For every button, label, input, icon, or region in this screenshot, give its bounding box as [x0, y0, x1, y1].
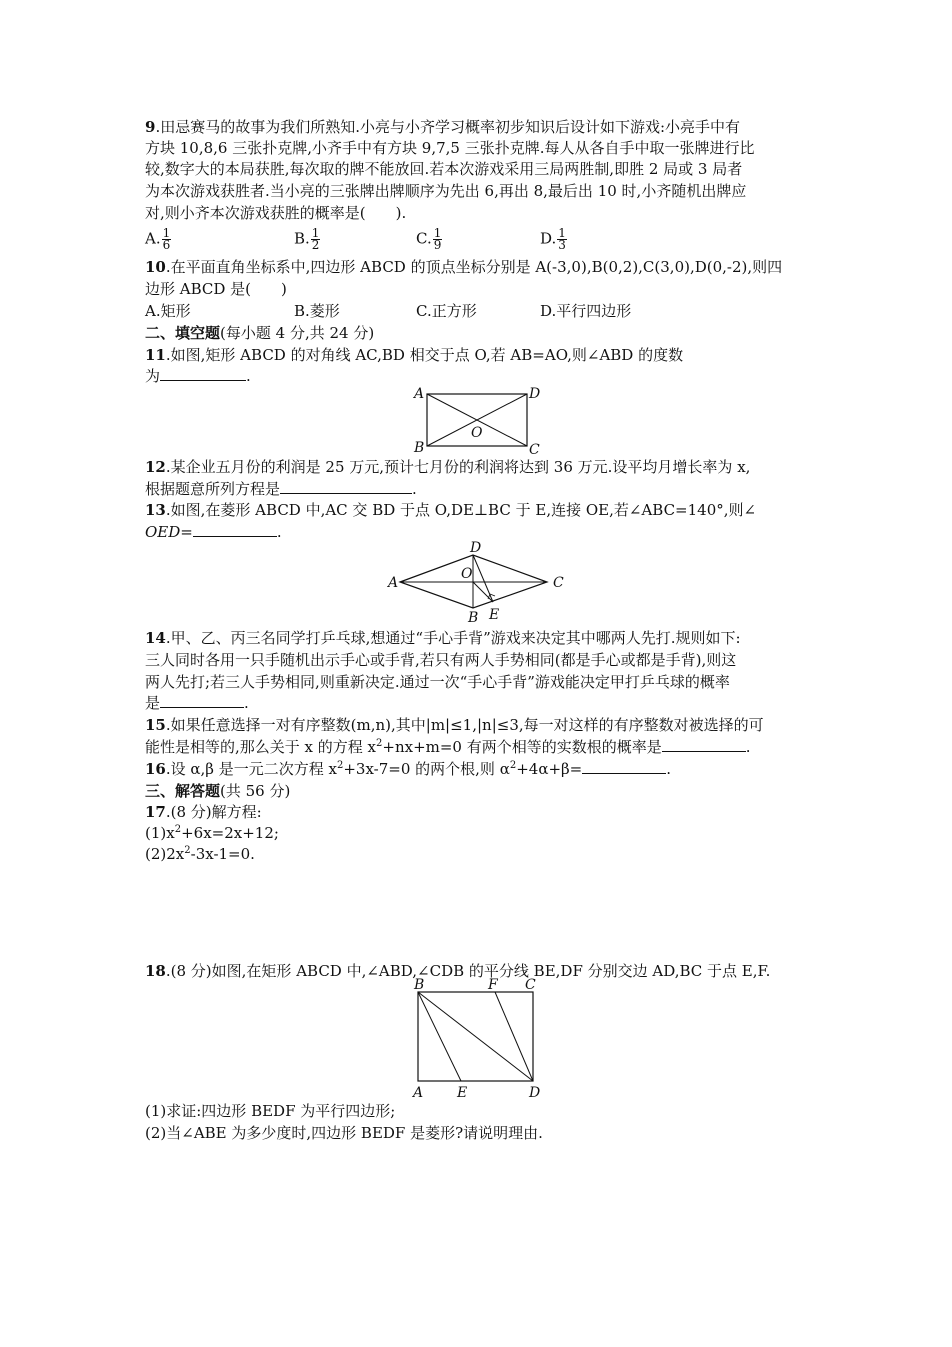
- q9-line-2: 方块 10,8,6 三张扑克牌,小齐手中有方块 9,7,5 三张扑克牌.每人从各自手中取一张牌进行比: [145, 139, 755, 157]
- q13-label-d: D: [470, 540, 482, 556]
- q15-number: 15: [145, 716, 166, 734]
- q11-answer-blank: [160, 366, 246, 381]
- q12-line-1: 12.某企业五月份的利润是 25 万元,预计七月份的利润将达到 36 万元.设平均月增长率为 x,: [145, 458, 751, 476]
- q10-number: 10: [145, 258, 166, 276]
- q13-line-1: 13.如图,在菱形 ABCD 中,AC 交 BD 于点 O,DE⊥BC 于 E,连接 OE,若∠ABC=140°,则∠: [145, 501, 757, 519]
- q16-number: 16: [145, 760, 166, 778]
- q11-label-b: B: [414, 440, 425, 456]
- q9-option-d: D. $\frac{1}{3}$: [540, 226, 566, 252]
- q14-answer-blank: [160, 693, 244, 708]
- q14-line-3: 两人先打;若三人手势相同,则重新决定.通过一次“手心手背”游戏能决定甲打乒乓球的概率: [145, 673, 730, 691]
- q11-label-a: A: [414, 386, 425, 402]
- section-3-heading: 三、解答题(共 56 分): [145, 782, 291, 800]
- q9-option-c: C. $\frac{1}{9}$: [416, 226, 442, 252]
- q13-label-c: C: [553, 575, 564, 591]
- q10-option-b: B.菱形: [294, 302, 340, 320]
- q9-line-4: 为本次游戏获胜者.当小亮的三张牌出牌顺序为先出 6,再出 8,最后出 10 时,小齐随机出牌应: [145, 182, 747, 200]
- q18-label-d: D: [529, 1085, 541, 1101]
- q9-option-b: B. $\frac{1}{2}$: [294, 226, 320, 252]
- q14-line-2: 三人同时各用一只手随机出示手心或手背,若只有两人手势相同(都是手心或都是手背),则这: [145, 651, 737, 669]
- q14-number: 14: [145, 629, 166, 647]
- q10-option-c: C.正方形: [416, 302, 477, 320]
- q15-line-2: 能性是相等的,那么关于 x 的方程 $x^2+nx+m=0$ 有两个相等的实数根的概率是 .: [145, 738, 751, 756]
- q18-rectangle-figure: [405, 975, 555, 1100]
- q13-label-a: A: [388, 575, 399, 591]
- q13-label-e: E: [489, 607, 500, 623]
- q9-number: 9: [145, 118, 156, 136]
- q11-line-2: 为 .: [145, 367, 251, 385]
- q12-number: 12: [145, 458, 166, 476]
- q13-rhombus-figure: [385, 540, 575, 626]
- q9-line-3: 较,数字大的本局获胜,每次取的牌不能放回.若本次游戏采用三局两胜制,即胜 2 局或 3 局者: [145, 160, 743, 178]
- q12-answer-blank: [280, 479, 412, 494]
- q13-label-o: O: [461, 566, 473, 582]
- q10-line-1: 10.在平面直角坐标系中,四边形 ABCD 的顶点坐标分别是 A(-3,0),B(0,2),C(3,0),D(0,-2),则四: [145, 258, 783, 276]
- q13-label-b: B: [468, 610, 479, 626]
- q14-line-4: 是 .: [145, 694, 249, 712]
- q11-label-d: D: [529, 386, 541, 402]
- q12-line-2: 根据题意所列方程是 .: [145, 480, 417, 498]
- q18-part-2: (2)当∠ABE 为多少度时,四边形 BEDF 是菱形?请说明理由.: [145, 1124, 543, 1142]
- q10-line-2: 边形 ABCD 是( ): [145, 280, 287, 298]
- q18-part-1: (1)求证:四边形 BEDF 为平行四边形;: [145, 1102, 396, 1120]
- q10-option-d: D.平行四边形: [540, 302, 632, 320]
- q18-label-e: E: [457, 1085, 468, 1101]
- q11-number: 11: [145, 346, 166, 364]
- q9-line-5: 对,则小齐本次游戏获胜的概率是( ).: [145, 204, 407, 222]
- q15-answer-blank: [662, 737, 746, 752]
- q16-answer-blank: [582, 759, 666, 774]
- q13-answer-blank: [193, 522, 277, 537]
- q18-label-f: F: [488, 977, 498, 993]
- q17-part-2: $(2)2x^2-3x-1=0$.: [145, 845, 255, 863]
- q13-number: 13: [145, 501, 166, 519]
- q10-option-a: A.矩形: [145, 302, 191, 320]
- q16-line: 16.设 α,β 是一元二次方程 $x^2+3x-7=0$ 的两个根,则 $\alpha^2+4\alpha+\beta=$ .: [145, 760, 672, 778]
- q14-line-1: 14.甲、乙、丙三名同学打乒乓球,想通过“手心手背”游戏来决定其中哪两人先打.规则如下:: [145, 629, 741, 647]
- q9-line-1: 9.田忌赛马的故事为我们所熟知.小亮与小齐学习概率初步知识后设计如下游戏:小亮手中有: [145, 118, 741, 136]
- q18-title: 18.(8 分)如图,在矩形 ABCD 中,∠ABD,∠CDB 的平分线 BE,DF 分别交边 AD,BC 于点 E,F.: [145, 962, 771, 980]
- q13-line-2: OED= .: [145, 523, 282, 541]
- q11-label-c: C: [529, 442, 540, 458]
- q15-line-1: 15.如果任意选择一对有序整数(m,n),其中|m|≤1,|n|≤3,每一对这样的有序整数对被选择的可: [145, 716, 764, 734]
- section-2-heading: 二、填空题(每小题 4 分,共 24 分): [145, 324, 375, 342]
- q18-label-b: B: [414, 977, 425, 993]
- q11-rectangle-figure: [405, 384, 550, 459]
- q17-part-1: $(1)x^2+6x=2x+12$;: [145, 824, 279, 842]
- q18-label-c: C: [525, 977, 536, 993]
- q17-number: 17: [145, 803, 166, 821]
- q11-label-o: O: [471, 425, 483, 441]
- q11-line-1: 11.如图,矩形 ABCD 的对角线 AC,BD 相交于点 O,若 AB=AO,则∠ABD 的度数: [145, 346, 684, 364]
- q18-number: 18: [145, 962, 166, 980]
- q9-option-a: A. $\frac{1}{6}$: [145, 226, 171, 252]
- q18-label-a: A: [413, 1085, 424, 1101]
- q17-title: 17.(8 分)解方程:: [145, 803, 262, 821]
